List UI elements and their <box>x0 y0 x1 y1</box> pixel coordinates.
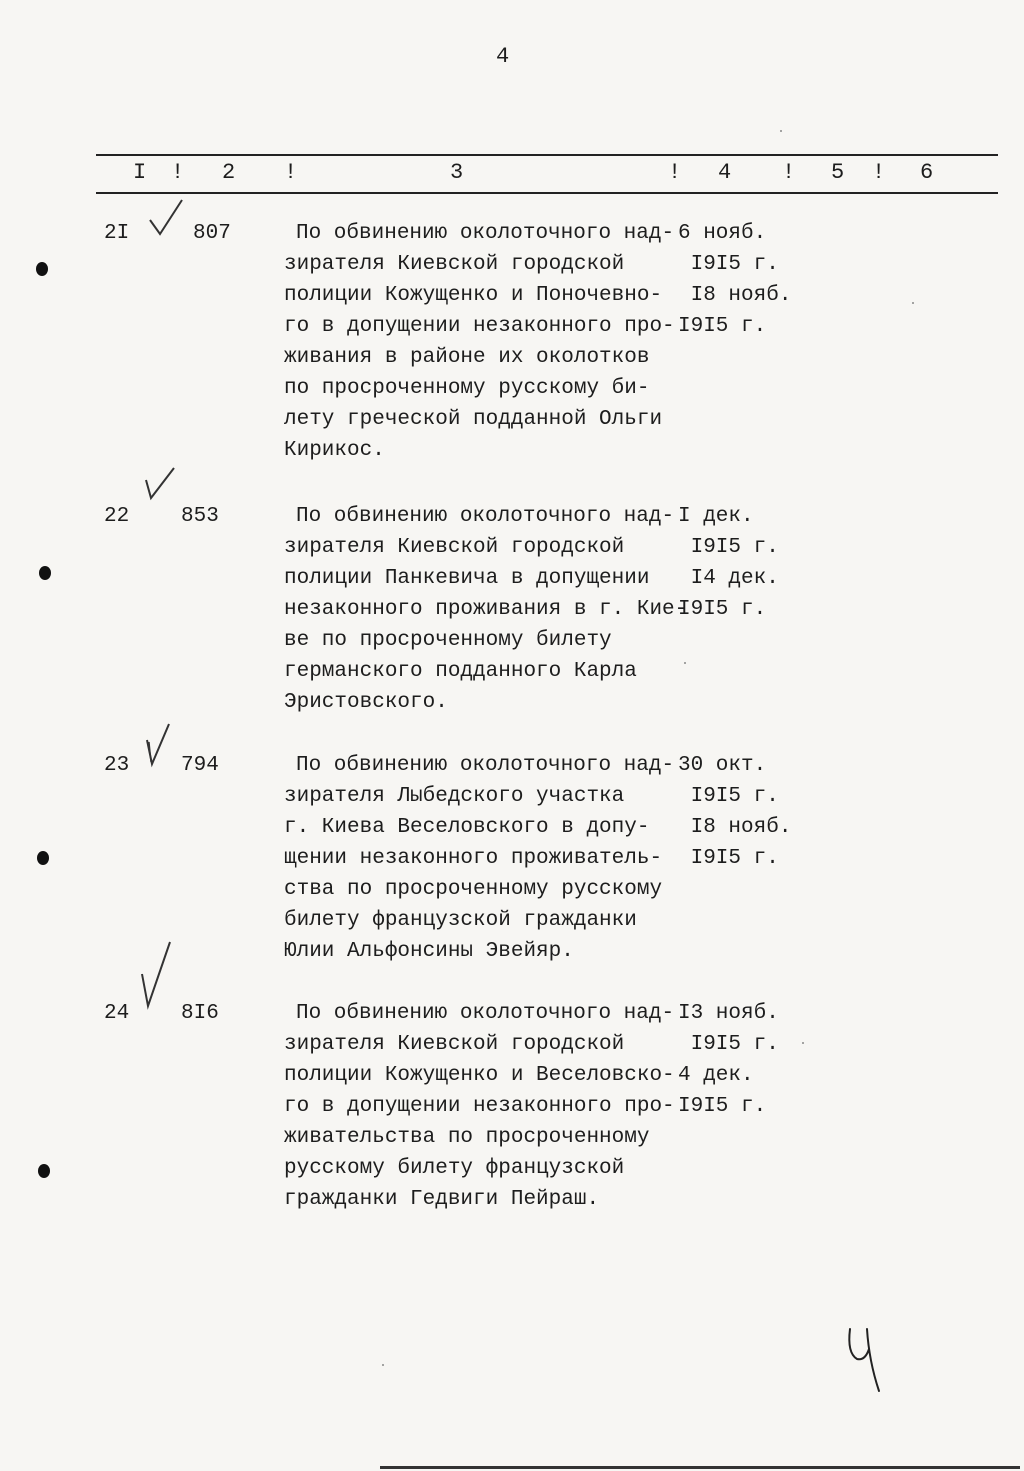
description-line: Эристовского. <box>284 691 448 714</box>
page-number: 4 <box>496 44 510 69</box>
description-line: русскому билету французской <box>284 1157 625 1180</box>
description-line: зирателя Киевской городской <box>284 253 625 276</box>
case-number: 807 <box>193 222 231 245</box>
scan-speck <box>382 1364 384 1366</box>
case-number: 794 <box>181 754 219 777</box>
check-mark-icon <box>142 466 178 502</box>
description-line: По обвинению околоточного над- <box>296 222 675 245</box>
start-year: I9I5 г. <box>678 536 779 559</box>
start-year: I9I5 г. <box>678 1033 779 1056</box>
header-col: 6 <box>920 160 934 185</box>
check-mark-icon <box>148 196 188 240</box>
footer-rule <box>380 1466 1020 1469</box>
entry-number: 23 <box>104 754 130 777</box>
description-line: полиции Кожущенко и Веселовско- <box>284 1064 675 1087</box>
entry-number: 22 <box>104 505 130 528</box>
end-date: I4 дек. <box>678 567 779 590</box>
description-line: живания в районе их околотков <box>284 346 650 369</box>
header-rule-top <box>96 154 998 156</box>
description-line: щении незаконного проживатель- <box>284 847 663 870</box>
header-rule-bottom <box>96 192 998 194</box>
check-mark-icon <box>138 940 174 1012</box>
start-date: I3 нояб. <box>678 1002 779 1025</box>
punch-hole <box>37 851 49 865</box>
description-line: Кирикос. <box>284 439 385 462</box>
description-line: По обвинению околоточного над- <box>296 754 675 777</box>
description-line: го в допущении незаконного про- <box>284 1095 675 1118</box>
description-line: го в допущении незаконного про- <box>284 315 675 338</box>
description-line: По обвинению околоточного над- <box>296 505 675 528</box>
punch-hole <box>39 566 51 580</box>
description-line: лету греческой подданной Ольги <box>284 408 663 431</box>
header-sep: ! <box>872 160 886 185</box>
start-year: I9I5 г. <box>678 785 779 808</box>
punch-hole <box>38 1164 50 1178</box>
scan-speck <box>912 302 914 304</box>
description-line: Юлии Альфонсины Эвейяр. <box>284 940 574 963</box>
description-line: ве по просроченному билету <box>284 629 612 652</box>
description-line: билету французской гражданки <box>284 909 637 932</box>
header-sep: ! <box>284 160 298 185</box>
header-sep: ! <box>668 160 682 185</box>
header-col: 3 <box>450 160 464 185</box>
description-line: зирателя Киевской городской <box>284 1033 625 1056</box>
start-date: 6 нояб. <box>678 222 767 245</box>
end-year: I9I5 г. <box>678 847 779 870</box>
header-col: 5 <box>831 160 845 185</box>
header-col: I <box>133 160 147 185</box>
end-year: I9I5 г. <box>678 598 767 621</box>
end-year: I9I5 г. <box>678 1095 767 1118</box>
punch-hole <box>36 262 48 276</box>
description-line: зирателя Киевской городской <box>284 536 625 559</box>
description-line: живательства по просроченному <box>284 1126 650 1149</box>
header-sep: ! <box>171 160 185 185</box>
case-number: 853 <box>181 505 219 528</box>
entry-number: 2I <box>104 222 130 245</box>
end-year: I9I5 г. <box>678 315 767 338</box>
description-line: ства по просроченному русскому <box>284 878 663 901</box>
header-col: 2 <box>222 160 236 185</box>
description-line: гражданки Гедвиги Пейраш. <box>284 1188 600 1211</box>
entry-number: 24 <box>104 1002 130 1025</box>
description-line: По обвинению околоточного над- <box>296 1002 675 1025</box>
check-mark-icon <box>143 722 175 768</box>
scan-speck <box>684 662 686 664</box>
description-line: незаконного проживания в г. Кие- <box>284 598 688 621</box>
scan-speck <box>780 130 782 132</box>
header-col: 4 <box>718 160 732 185</box>
end-date: 4 дек. <box>678 1064 754 1087</box>
end-date: I8 нояб. <box>678 284 792 307</box>
description-line: г. Киева Веселовского в допу- <box>284 816 650 839</box>
case-number: 8I6 <box>181 1002 219 1025</box>
header-sep: ! <box>782 160 796 185</box>
description-line: зирателя Лыбедского участка <box>284 785 625 808</box>
description-line: полиции Кожущенко и Поночевно- <box>284 284 663 307</box>
handwritten-page-number <box>845 1325 885 1397</box>
description-line: по просроченному русскому би- <box>284 377 650 400</box>
end-date: I8 нояб. <box>678 816 792 839</box>
description-line: германского подданного Карла <box>284 660 637 683</box>
start-date: 30 окт. <box>678 754 767 777</box>
start-date: I дек. <box>678 505 754 528</box>
description-line: полиции Панкевича в допущении <box>284 567 650 590</box>
start-year: I9I5 г. <box>678 253 779 276</box>
scan-speck <box>802 1042 804 1044</box>
